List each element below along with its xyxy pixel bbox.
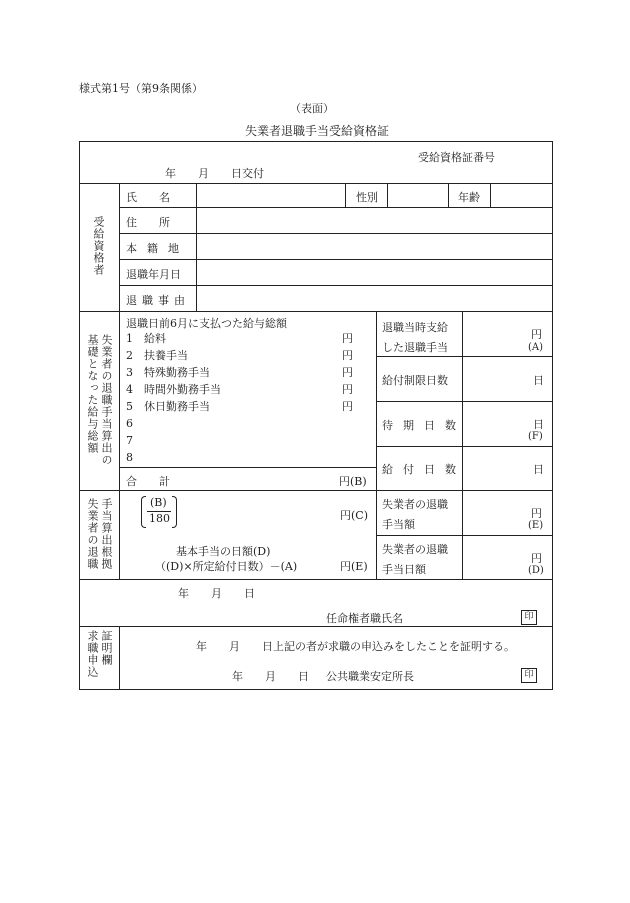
salary-list-title: 退職日前6月に支払つた給与総額 bbox=[126, 317, 287, 330]
basis-label-1: 失業者の退職手当算出の bbox=[100, 334, 113, 466]
recipient-section-label: 受給資格者 bbox=[92, 216, 105, 276]
benefit-days-unit: 日 bbox=[533, 463, 544, 476]
calc-label-2: 手当算出根拠 bbox=[100, 498, 113, 570]
list-item: 6 bbox=[126, 417, 133, 430]
sex-label: 性別 bbox=[356, 191, 378, 204]
face-label: （表面） bbox=[290, 102, 334, 115]
fraction bbox=[141, 496, 177, 526]
job-statement: 年 月 日上記の者が求職の申込みをしたことを証明する。 bbox=[196, 640, 515, 653]
fraction-numerator: (B) bbox=[150, 496, 167, 509]
payable-mark: (A) bbox=[528, 342, 544, 353]
allowance-daily-mark: (D) bbox=[528, 565, 544, 576]
list-item: 4 時間外勤務手当 bbox=[126, 383, 221, 396]
office-seal-mark: 印 bbox=[521, 668, 537, 683]
list-item: 5 休日勤務手当 bbox=[126, 400, 210, 413]
limit-days-label: 給付制限日数 bbox=[382, 374, 448, 387]
daily-basic-label: 基本手当の日額(D) bbox=[176, 545, 271, 558]
name-label: 氏 名 bbox=[126, 191, 170, 204]
benefit-days-label: 給付日数 bbox=[382, 463, 466, 476]
retire-reason-label: 退職事由 bbox=[126, 294, 190, 307]
address-label: 住 所 bbox=[126, 216, 170, 229]
issue-date: 年 月 日交付 bbox=[165, 167, 264, 180]
total-unit: 円(B) bbox=[339, 475, 367, 488]
job-application-label: 求職申込 bbox=[86, 630, 99, 678]
page-title: 失業者退職手当受給資格証 bbox=[245, 124, 390, 138]
payable-label: 退職当時支給 した退職手当 bbox=[382, 321, 448, 354]
allowance-amount-mark: (E) bbox=[528, 520, 544, 531]
payable-unit: 円 bbox=[531, 328, 542, 341]
list-item: 8 bbox=[126, 451, 133, 464]
cert-number-label: 受給資格証番号 bbox=[418, 151, 495, 164]
waiting-days-label: 待期日数 bbox=[382, 419, 466, 432]
calc-label-1: 失業者の退職 bbox=[86, 498, 99, 570]
fraction-denominator: 180 bbox=[149, 512, 170, 525]
form-number: 様式第1号（第9条関係） bbox=[79, 82, 203, 95]
signature-date: 年 月 日 bbox=[178, 587, 255, 600]
daily-basic-formula: （(D)×所定給付日数）－(A) bbox=[155, 560, 298, 573]
seal-mark: 印 bbox=[521, 610, 537, 625]
list-item: 1 給料 bbox=[126, 332, 166, 345]
list-item: 7 bbox=[126, 434, 133, 447]
salary-units: 円 円 円 円 円 bbox=[342, 332, 353, 413]
job-date: 年 月 日 bbox=[232, 670, 309, 683]
age-label: 年齢 bbox=[458, 191, 480, 204]
list-item: 3 特殊勤務手当 bbox=[126, 366, 210, 379]
allowance-amount-label: 失業者の退職 手当額 bbox=[382, 498, 448, 531]
domicile-label: 本籍地 bbox=[126, 242, 189, 255]
e-unit: 円(E) bbox=[340, 560, 368, 573]
basis-label-2: 基礎となった給与総額 bbox=[86, 334, 99, 454]
retire-date-label: 退職年月日 bbox=[126, 268, 181, 281]
allowance-daily-label: 失業者の退職 手当日額 bbox=[382, 543, 448, 576]
allowance-daily-unit: 円 bbox=[531, 552, 542, 565]
authority-label: 任命権者職氏名 bbox=[326, 612, 403, 625]
waiting-days-unit: 日 bbox=[533, 418, 544, 431]
certification-label: 証明欄 bbox=[100, 630, 113, 666]
list-item: 2 扶養手当 bbox=[126, 349, 188, 362]
limit-days-unit: 日 bbox=[533, 374, 544, 387]
allowance-amount-unit: 円 bbox=[531, 507, 542, 520]
c-unit: 円(C) bbox=[340, 509, 368, 522]
office-label: 公共職業安定所長 bbox=[326, 670, 414, 683]
waiting-days-mark: (F) bbox=[528, 431, 543, 442]
total-label: 合 計 bbox=[126, 475, 170, 488]
salary-list bbox=[126, 330, 221, 466]
